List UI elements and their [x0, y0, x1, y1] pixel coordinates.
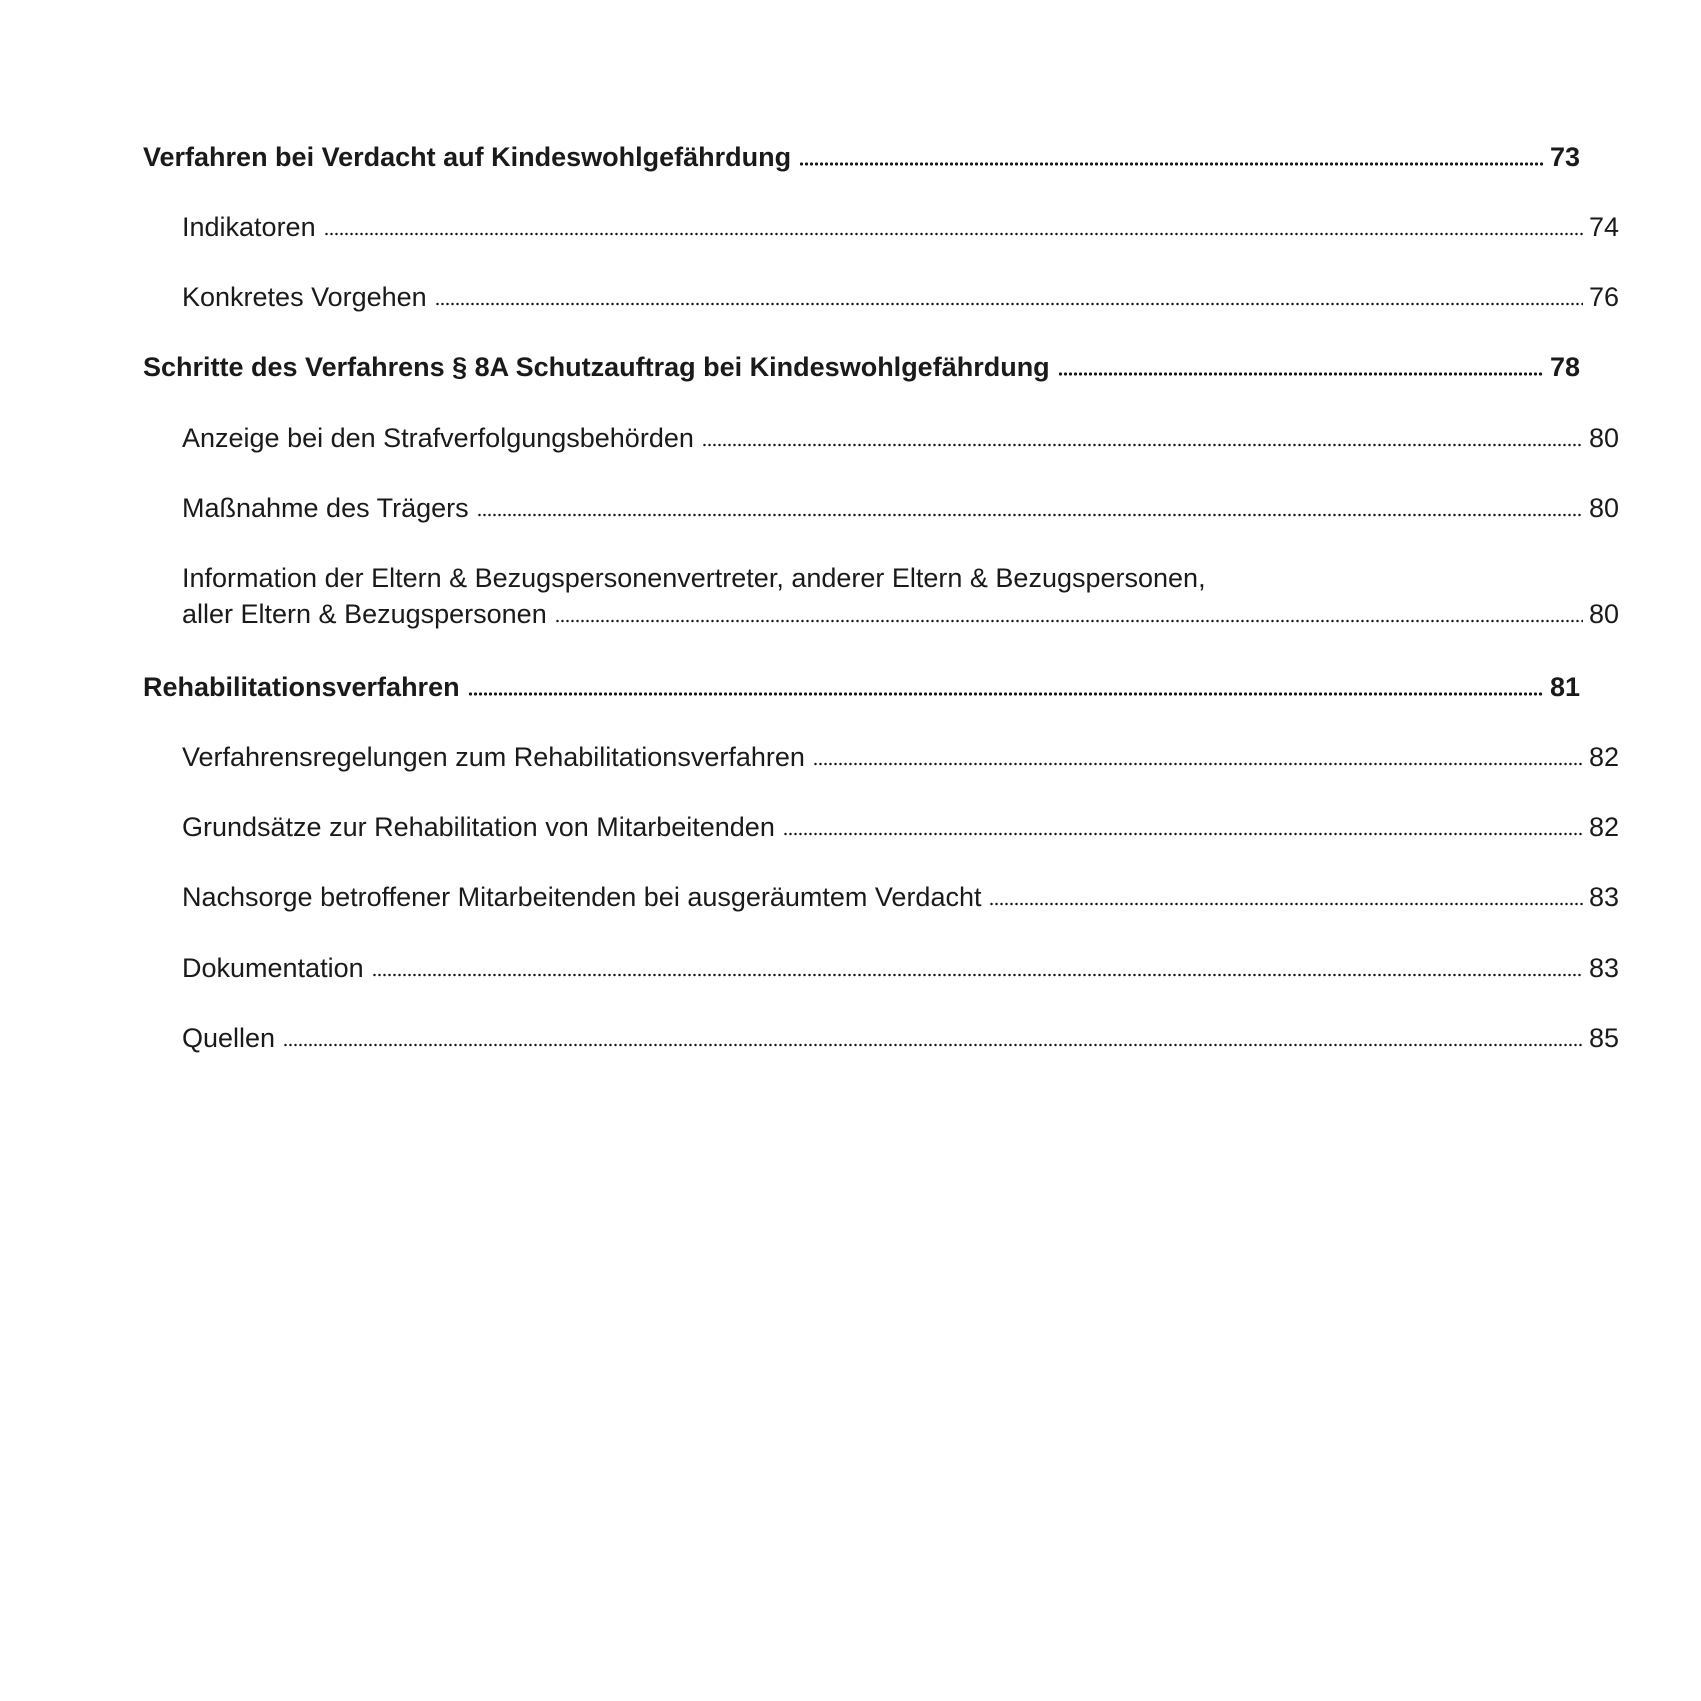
toc-entry[interactable]: [143, 420, 1619, 456]
toc-entry-title: Dokumentation: [182, 953, 364, 983]
dot-leader: [435, 298, 1583, 306]
toc-entry[interactable]: [143, 950, 1619, 986]
dot-leader: [783, 828, 1583, 836]
toc-entry[interactable]: [143, 349, 1580, 385]
dot-leader: [283, 1039, 1583, 1047]
dot-leader: [813, 758, 1583, 766]
dot-leader: [702, 439, 1583, 447]
dot-leader: [555, 615, 1583, 623]
toc-entry-page: 80: [1588, 423, 1619, 453]
toc-entry-title: Verfahren bei Verdacht auf Kindeswohlgefährdung: [143, 142, 792, 172]
toc-entry-page: 81: [1549, 672, 1580, 702]
toc-entry-page: 82: [1588, 742, 1619, 772]
toc-entry-title: aller Eltern & Bezugspersonen: [182, 599, 547, 629]
toc-entry-title: Quellen: [182, 1023, 276, 1053]
toc-entry-page: 80: [1588, 599, 1619, 629]
toc-entry[interactable]: [143, 879, 1619, 915]
toc-entry-title: Maßnahme des Trägers: [182, 493, 469, 523]
toc-entry-title: Verfahrensregelungen zum Rehabilitationsverfahren: [182, 742, 805, 772]
dot-leader: [324, 228, 1583, 236]
dot-leader: [372, 969, 1583, 977]
dot-leader: [1058, 368, 1544, 376]
toc-entry-title: Konkretes Vorgehen: [182, 282, 427, 312]
toc-entry-title: Indikatoren: [182, 212, 316, 242]
toc-entry-page: 85: [1588, 1023, 1619, 1053]
toc-entry-page: 73: [1549, 142, 1580, 172]
toc-entry[interactable]: [143, 560, 1619, 632]
dot-leader: [468, 688, 1544, 696]
toc-entry-title: Anzeige bei den Strafverfolgungsbehörden: [182, 423, 694, 453]
toc-entry-title: Rehabilitationsverfahren: [143, 672, 460, 702]
toc-entry[interactable]: [143, 490, 1619, 526]
toc-entry-title: Schritte des Verfahrens § 8A Schutzauftrag bei Kindeswohlgefährdung: [143, 352, 1050, 382]
toc-entry-page: 74: [1588, 212, 1619, 242]
toc-entry[interactable]: [143, 209, 1619, 245]
toc-entry[interactable]: [143, 139, 1580, 175]
toc-entry-title: Grundsätze zur Rehabilitation von Mitarbeitenden: [182, 812, 775, 842]
toc-entry[interactable]: [143, 1020, 1619, 1056]
dot-leader: [477, 509, 1583, 517]
toc-entry[interactable]: [143, 809, 1619, 845]
toc-entry-title: Nachsorge betroffener Mitarbeitenden bei ausgeräumtem Verdacht: [182, 882, 982, 912]
toc-entry-page: 83: [1588, 953, 1619, 983]
dot-leader: [989, 898, 1582, 906]
toc-entry-page: 83: [1588, 882, 1619, 912]
toc-entry-page: 76: [1588, 282, 1619, 312]
toc-entry-page: 78: [1549, 352, 1580, 382]
toc-entry[interactable]: [143, 669, 1580, 705]
toc-entry-page: 82: [1588, 812, 1619, 842]
toc-entry-page: 80: [1588, 493, 1619, 523]
dot-leader: [799, 158, 1544, 166]
toc-entry[interactable]: [143, 739, 1619, 775]
toc-entry[interactable]: [143, 279, 1619, 315]
toc-entry-title-line1: Information der Eltern & Bezugspersonenvertreter, anderer Eltern & Bezugspersonen,: [182, 563, 1206, 593]
